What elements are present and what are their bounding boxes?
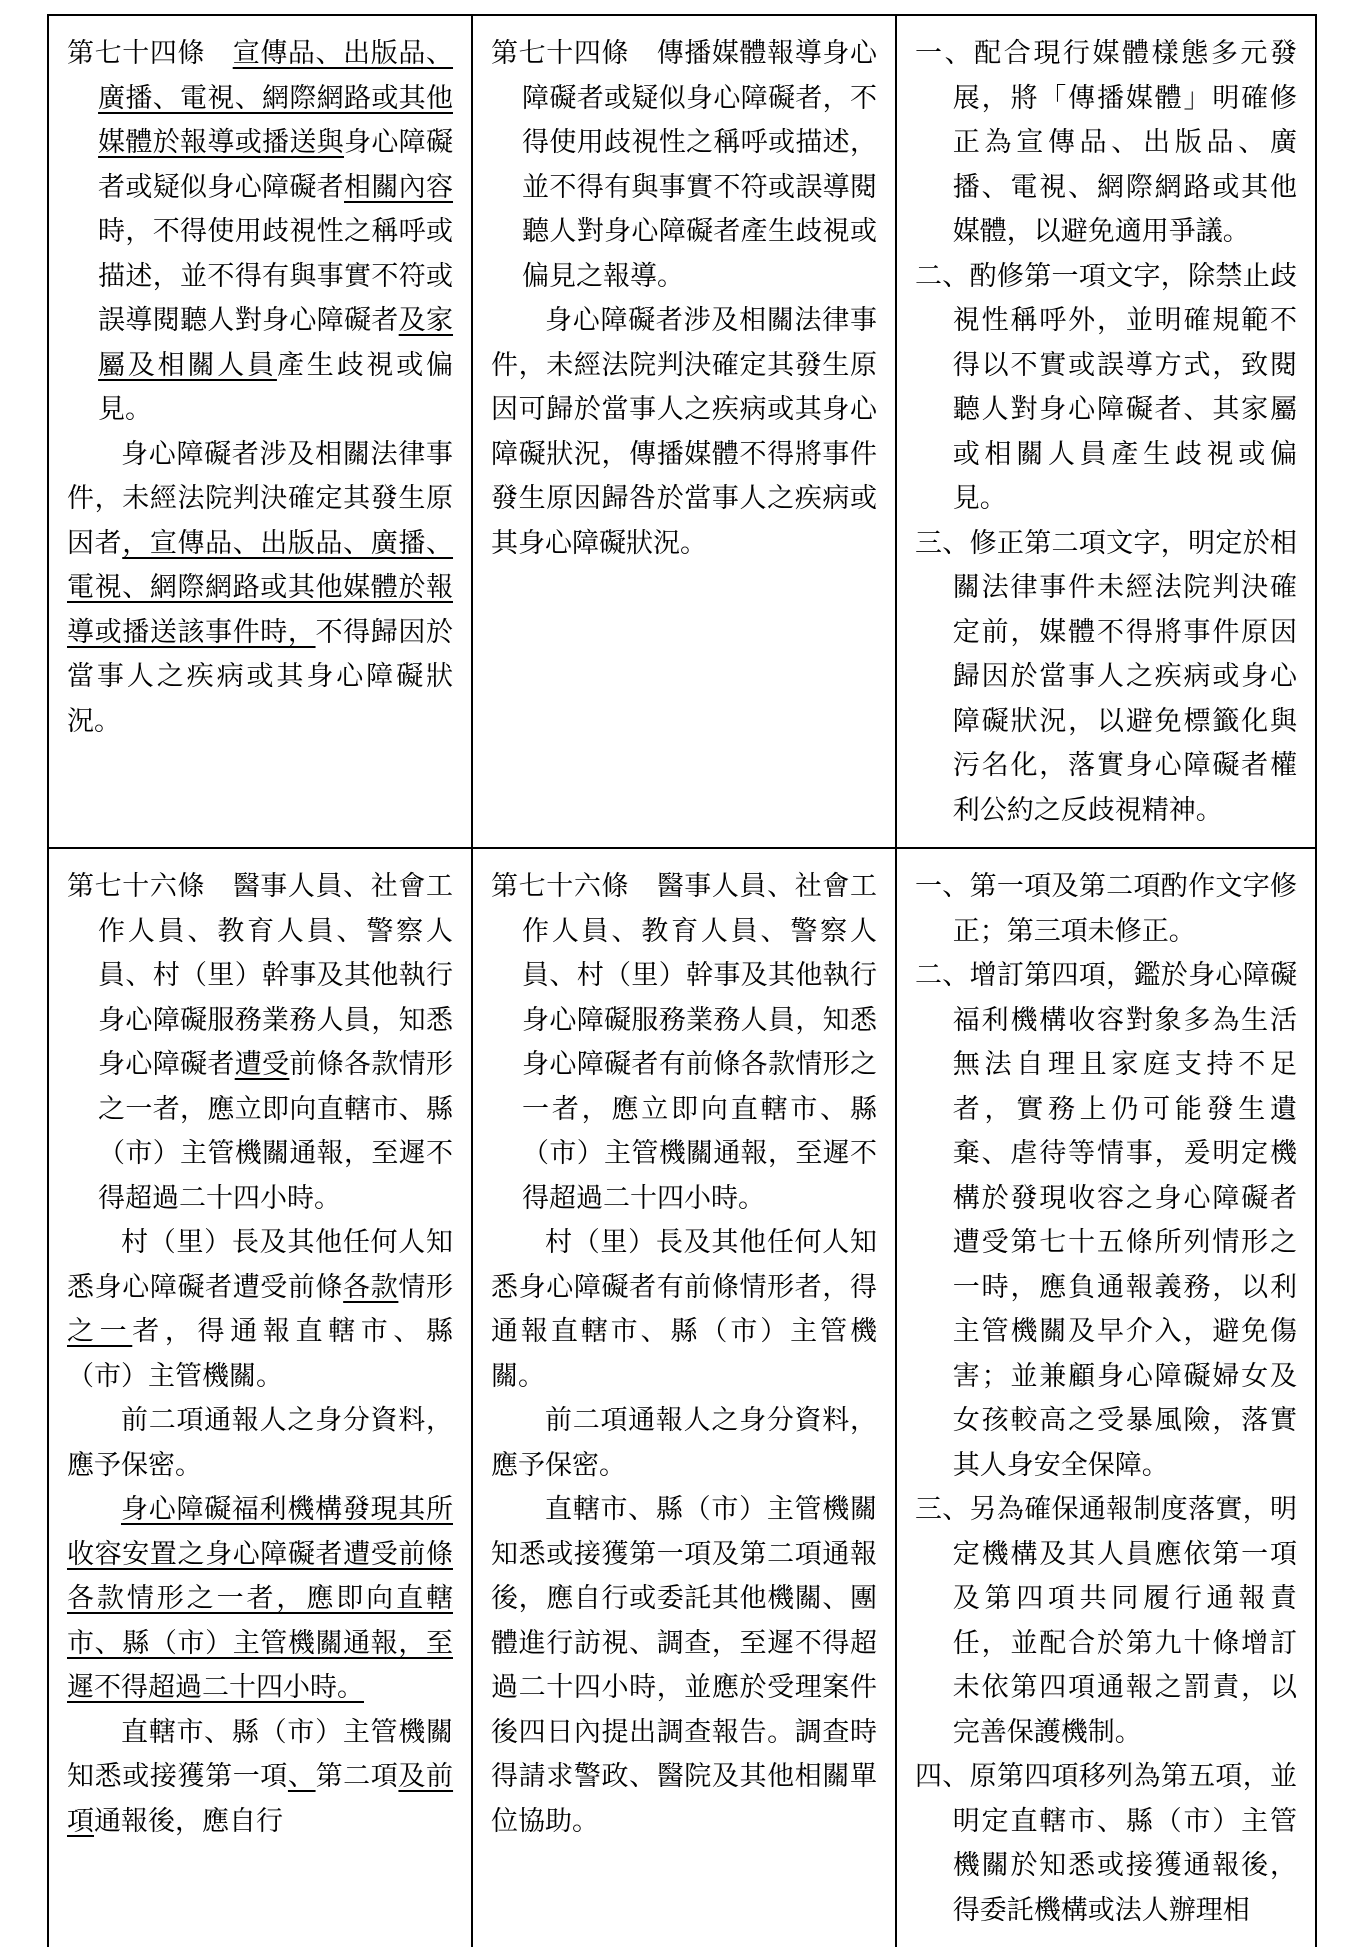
text-segment: 第七十六條 醫事人員、社會工作人員、教育人員、警察人員、村（里）幹事及其他執行身心障礙服務業務人員，知悉身心障礙者有前條各款情形之一者，應立即向直轄市、縣（市）主管機關通報，至遲不得超過二十四小時。 — [491, 871, 877, 1214]
text-segment: 前二項通報人之身分資料，應予保密。 — [491, 1405, 877, 1481]
current-text-cell — [472, 848, 896, 1947]
amended-text-segment: ，宣傳品、出版品、廣播、電視、網際網路或其他媒體於報導或播送該事件時， — [67, 527, 454, 648]
article-paragraph — [67, 32, 453, 433]
document-page — [47, 14, 1315, 1926]
text-segment: 前條各款情形之一者，應立即向直轄市、縣（市）主管機關通報，至遲不得超過二十四小時。 — [98, 1049, 454, 1214]
explanation-item: 三、另為確保通報制度落實，明定機構及其人員應依第一項及第四項共同履行通報責任，並配合於第九十條增訂未依第四項通報之罰責，以完善保護機制。 — [915, 1494, 1297, 1748]
explanation-item: 二、酌修第一項文字，除禁止歧視性稱呼外，並明確規範不得以不實或誤導方式，致閱聽人對身心障礙者、其家屬或相關人員產生歧視或偏見。 — [915, 260, 1297, 514]
explanation-item: 一、第一項及第二項酌作文字修正；第三項未修正。 — [915, 871, 1297, 947]
text-segment: 者，得通報直轄市、縣（市）主管機關。 — [67, 1316, 454, 1392]
text-segment: 不得歸因於當事人之疾病或其身心障礙狀況。 — [67, 616, 454, 737]
text-segment: 第七十四條 傳播媒體報導身心障礙者或疑似身心障礙者，不得使用歧視性之稱呼或描述，並不得有與事實不符或誤導閱聽人對身心障礙者產生歧視或偏見之報導。 — [491, 38, 877, 292]
clause-paragraph — [67, 1399, 453, 1488]
explanation-item: 四、原第四項移列為第五項，並明定直轄市、縣（市）主管機關於知悉或接獲通報後，得委託機構或法人辦理相 — [915, 1761, 1297, 1926]
clause-paragraph — [67, 1488, 453, 1711]
text-segment: 村（里）長及其他任何人知悉身心障礙者遭受前條 — [67, 1227, 453, 1303]
text-segment: 第七十六條 醫事人員、社會工作人員、教育人員、警察人員、村（里）幹事及其他執行身心障礙服務業務人員，知悉身心障礙者 — [67, 871, 453, 1080]
explanation-item: 一、配合現行媒體樣態多元發展，將「傳播媒體」明確修正為宣傳品、出版品、廣播、電視、網際網路或其他媒體，以避免適用爭議。 — [915, 38, 1297, 247]
text-segment: 身心障礙者或疑似身心障礙者 — [98, 127, 454, 203]
current-text-cell — [472, 15, 896, 848]
amended-text-segment: 、 — [287, 1761, 316, 1792]
amended-text-cell — [48, 848, 472, 1947]
amended-text-segment: 及前項 — [67, 1761, 454, 1837]
text-segment: 通報後，應自行 — [94, 1805, 283, 1837]
text-segment: 直轄市、縣（市）主管機關知悉或接獲第一項及第二項通報後，應自行或委託其他機關、團體進行訪視、調查，至遲不得超過二十四小時，並應於受理案件後四日內提出調查報告。調查時得請求警政、醫院及其他相關單位協助。 — [491, 1494, 877, 1837]
explanation-cell — [896, 848, 1316, 1947]
text-segment: 前二項通報人之身分資料，應予保密。 — [67, 1405, 453, 1481]
explanation-item: 二、增訂第四項，鑑於身心障礙福利機構收容對象多為生活無法自理且家庭支持不足者，實務上仍可能發生遺棄、虐待等情事，爰明定機構於發現收容之身心障礙者遭受第七十五條所列情形之一時，應負通報義務，以利主管機關及早介入，避免傷害；並兼顧身心障礙婦女及女孩較高之受暴風險，落實其人身安全保障。 — [915, 960, 1297, 1481]
article-paragraph — [67, 865, 453, 1221]
clause-paragraph — [67, 1711, 453, 1845]
explanation-cell — [896, 15, 1316, 848]
amended-text-segment: 及家屬及相關人員 — [98, 305, 454, 381]
amended-text-segment: 相關內容 — [344, 171, 454, 203]
text-segment: 直轄市、縣（市）主管機關知悉或接獲第一項 — [67, 1716, 453, 1792]
text-segment: 身心障礙者涉及相關法律事件，未經法院判決確定其發生原因可歸於當事人之疾病或其身心障礙狀況，傳播媒體不得將事件發生原因歸咎於當事人之疾病或其身心障礙狀況。 — [491, 305, 877, 559]
explanation-item: 三、修正第二項文字，明定於相關法律事件未經法院判決確定前，媒體不得將事件原因歸因於當事人之疾病或身心障礙狀況，以避免標籤化與污名化，落實身心障礙者權利公約之反歧視精神。 — [915, 527, 1297, 826]
text-segment: 第七十四條 — [67, 38, 233, 69]
amended-text-segment: 宣傳品、出版品、廣播、電視、網際網路或其他媒體於報導或播送與 — [98, 38, 454, 158]
amended-text-segment: 之一 — [67, 1316, 133, 1347]
text-segment: 身心障礙者涉及相關法律事件，未經法院判決確定其發生原因者 — [67, 438, 453, 559]
amended-text-cell — [48, 15, 472, 848]
table-row-article-76 — [48, 848, 1316, 1947]
clause-paragraph — [491, 1399, 877, 1488]
clause-paragraph — [491, 299, 877, 566]
table-row-article-74 — [48, 15, 1316, 848]
clause-paragraph — [67, 1221, 453, 1399]
clause-paragraph — [491, 1221, 877, 1399]
text-segment: 村（里）長及其他任何人知悉身心障礙者有前條情形者，得通報直轄市、縣（市）主管機關。 — [491, 1227, 877, 1392]
clause-paragraph — [67, 433, 453, 745]
text-segment: 情形 — [398, 1271, 454, 1303]
amended-text-segment: 身心障礙福利機構發現其所收容安置之身心障礙者遭受前條各款情形之一者，應即向直轄市、縣（市）主管機關通報，至遲不得超過二十四小時。 — [67, 1494, 453, 1703]
article-paragraph — [491, 865, 877, 1221]
amended-text-segment: 遭受 — [234, 1049, 290, 1080]
amended-text-segment: 各款 — [343, 1271, 399, 1303]
comparison-table — [47, 14, 1317, 1947]
article-paragraph — [491, 32, 877, 299]
clause-paragraph — [491, 1488, 877, 1844]
text-segment: 時，不得使用歧視性之稱呼或描述，並不得有與事實不符或誤導閱聽人對身心障礙者 — [98, 216, 453, 336]
text-segment: 第二項 — [315, 1761, 399, 1792]
text-segment: 產生歧視或偏見。 — [98, 349, 454, 425]
